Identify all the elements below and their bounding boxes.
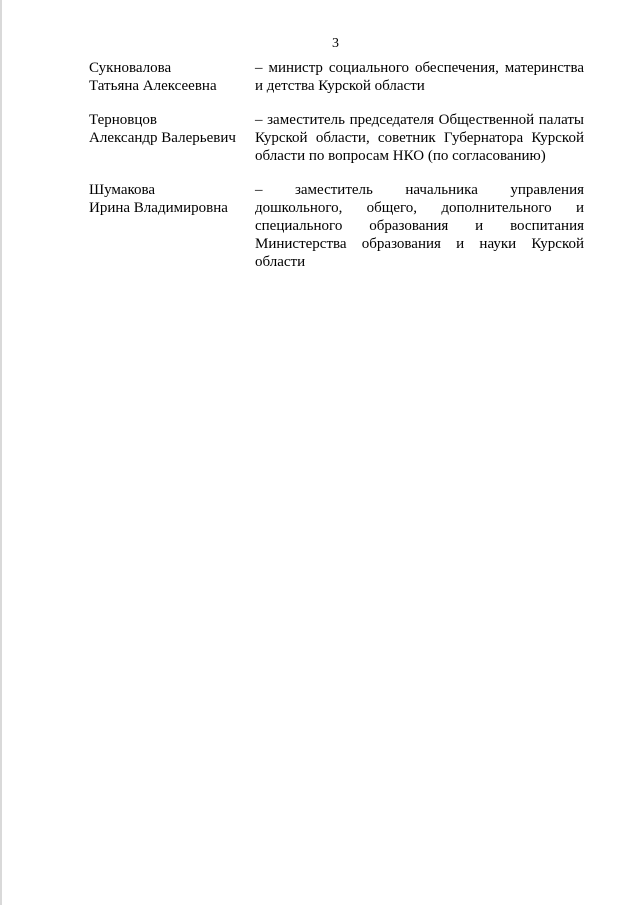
member-role: – министр социального обеспечения, материнства и детства Курской области bbox=[255, 60, 584, 94]
member-given-names: Ирина Владимировна bbox=[89, 200, 228, 216]
member-role: – заместитель председателя Общественной палаты Курской области, советник Губернатора Курской области по вопросам НКО (по согласованию) bbox=[255, 112, 584, 164]
member-row bbox=[89, 111, 584, 165]
member-name bbox=[89, 181, 255, 271]
member-list bbox=[89, 59, 584, 271]
member-surname: Сукновалова bbox=[89, 60, 172, 76]
member-surname: Шумакова bbox=[89, 182, 156, 198]
member-row bbox=[89, 181, 584, 271]
member-surname: Терновцов bbox=[89, 112, 157, 128]
scan-edge bbox=[0, 0, 2, 905]
member-name bbox=[89, 111, 255, 165]
member-name bbox=[89, 59, 255, 95]
member-role: – заместитель начальника управления дошкольного, общего, дополнительного и специального образования и воспитания Министерства образования и науки Курской области bbox=[255, 182, 584, 270]
member-given-names: Татьяна Алексеевна bbox=[89, 78, 217, 94]
member-given-names: Александр Валерьевич bbox=[89, 130, 236, 146]
page-number: 3 bbox=[332, 36, 339, 51]
member-row bbox=[89, 59, 584, 95]
